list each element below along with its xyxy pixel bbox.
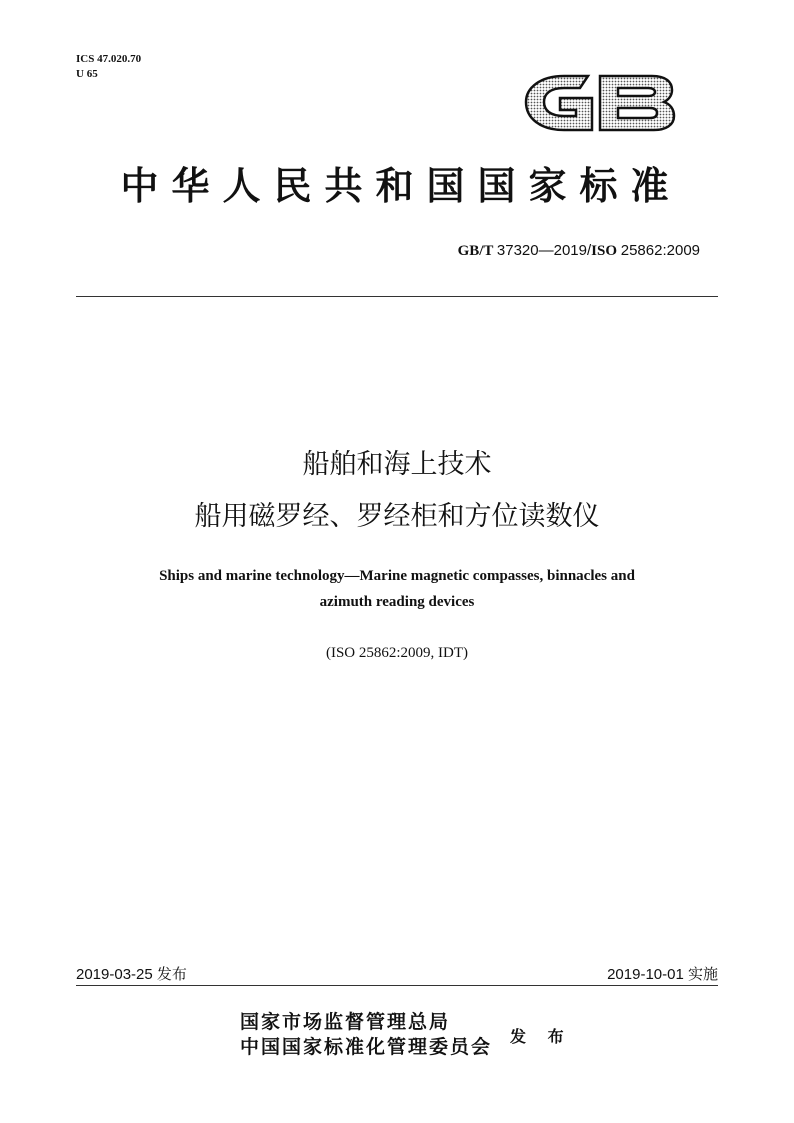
- title-en-line2: azimuth reading devices: [319, 594, 475, 610]
- title-cn-line2: 船用磁罗经、罗经柜和方位读数仪: [194, 501, 600, 532]
- logo-letter-g: [526, 76, 592, 130]
- title-cn-line1: 船舶和海上技术: [302, 449, 492, 480]
- adoption-note: (ISO 25862:2009, IDT): [325, 645, 469, 661]
- ics-code: ICS 47.020.70: [76, 53, 142, 65]
- implement-date: 2019-10-01 实施: [607, 966, 718, 983]
- gb-logo: [518, 62, 678, 142]
- logo-letter-b: [600, 76, 674, 130]
- issuer-samr: 国家市场监督管理总局: [240, 1011, 451, 1033]
- code-number: 37320—2019/: [496, 242, 592, 259]
- standard-type-heading: 中华人民共和国国家标准: [120, 163, 682, 208]
- publish-label: 发 布: [510, 1027, 572, 1046]
- title-en-line1: Ships and marine technology—Marine magnetic compasses, binnacles and: [159, 568, 635, 584]
- classification-codes: [76, 52, 141, 82]
- footer-divider: [76, 985, 718, 986]
- ccs-code: U 65: [76, 68, 98, 80]
- code-iso-prefix: ISO: [591, 243, 621, 259]
- code-iso-number: 25862:2009: [620, 242, 700, 259]
- issue-date: 2019-03-25 发布: [76, 966, 187, 983]
- header-divider: [76, 296, 718, 297]
- issuer-sac: 中国国家标准化管理委员会: [240, 1036, 493, 1058]
- standard-code: [458, 242, 700, 260]
- code-prefix: GB/T: [457, 243, 497, 259]
- issuers: [240, 1010, 492, 1060]
